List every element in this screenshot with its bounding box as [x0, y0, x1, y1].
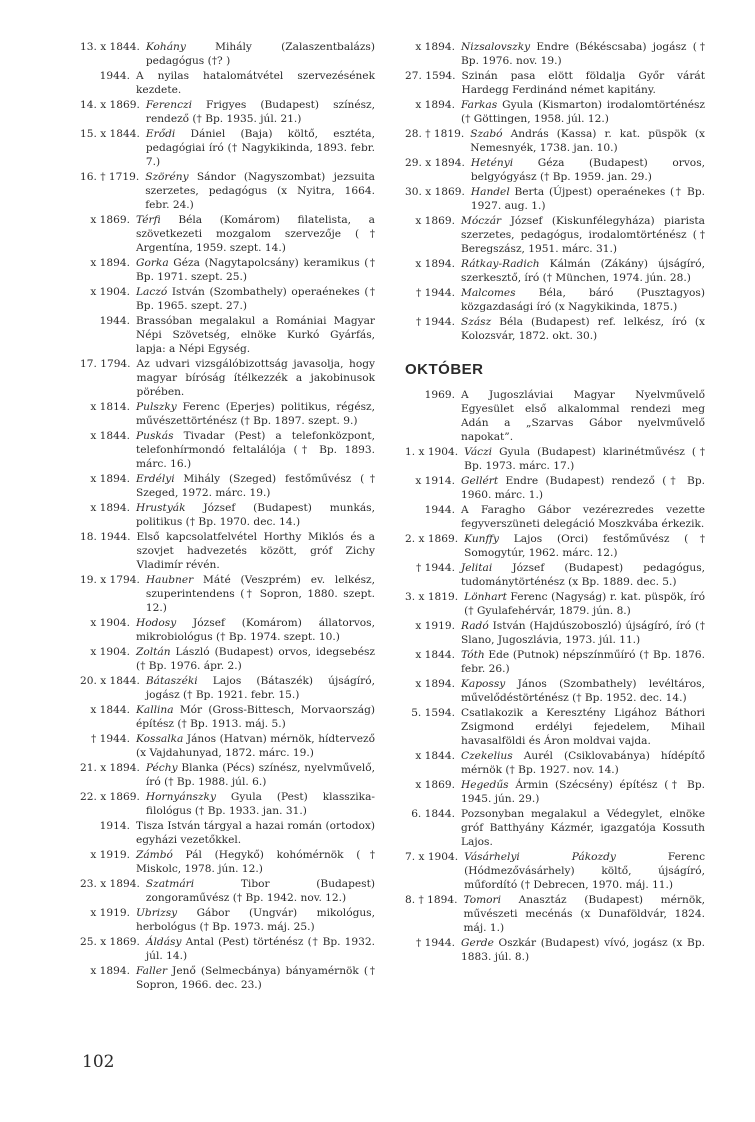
entry-name: Puskás — [136, 430, 174, 442]
entry-description: Ferenc (Hódmezővásárhely) költő, újságíró, műfordító († Debrecen, 1970. máj. 11.) — [464, 851, 705, 891]
entry-date: † 1944. — [416, 562, 455, 574]
entry-text — [136, 314, 375, 356]
calendar-entry — [405, 127, 705, 155]
entry-description: Első kapcsolatfelvétel Horthy Miklós és a szovjet hadvezetés között, gróf Zichy Vladimír révén. — [136, 531, 375, 571]
entry-text — [136, 256, 375, 284]
entry-description: Béla (Komárom) filatelista, a szövetkezeti mozgalom szervezője († Argentína, 1959. szept. 14.) — [136, 214, 375, 254]
entry-name: Zoltán — [136, 646, 171, 658]
entry-name: Radó — [461, 620, 489, 632]
entry-text — [136, 285, 375, 313]
entry-name: Kapossy — [461, 678, 506, 690]
entry-text — [137, 357, 375, 399]
entry-date: † 1944. — [416, 287, 455, 299]
right-column-entries-september — [405, 40, 705, 343]
entry-text — [464, 445, 705, 473]
calendar-entry — [80, 40, 375, 68]
entry-name: Zámbó — [136, 849, 173, 861]
entry-description: Géza (Budapest) orvos, belgyógyász († Bp. 1959. jan. 29.) — [470, 157, 705, 183]
entry-description: László (Budapest) orvos, idegsebész († Bp. 1976. ápr. 2.) — [136, 646, 375, 672]
entry-description: Csatlakozik a Keresztény Ligához Báthori Zsigmond erdélyi fejedelem, Mihail havasalföldi és Áron moldvai vajda. — [461, 707, 705, 747]
entry-date: x 1919. — [90, 907, 130, 919]
entry-text — [146, 573, 375, 615]
calendar-entry — [405, 388, 705, 444]
calendar-entry — [405, 474, 705, 502]
entry-text — [461, 388, 705, 444]
entry-name: Áldásy — [145, 936, 182, 948]
entry-text — [461, 706, 705, 748]
entry-text — [464, 590, 705, 618]
calendar-entry — [405, 315, 705, 343]
entry-description: Anasztáz (Budapest) mérnök, művészeti mecénás (x Dunaföldvár, 1824. máj. 1.) — [463, 894, 705, 934]
calendar-entry — [80, 645, 375, 673]
entry-description: Endre (Budapest) rendező († Bp. 1960. márc. 1.) — [461, 475, 705, 501]
entry-text — [462, 69, 705, 97]
entry-text — [136, 472, 375, 500]
entry-description: Pozsonyban megalakul a Védegylet, elnöke gróf Batthyány Kázmér, igazgatója Kossuth Lajos. — [461, 808, 705, 848]
entry-description: Tibor (Budapest) zongoraművész († Bp. 1942. nov. 12.) — [145, 878, 375, 904]
entry-name: Erődi — [145, 128, 176, 140]
entry-name: Térfi — [136, 214, 161, 226]
entry-description: Berta (Újpest) operaénekes († Bp. 1927. aug. 1.) — [470, 186, 705, 212]
entry-text — [146, 761, 375, 789]
entry-text — [136, 616, 375, 644]
calendar-entry — [80, 256, 375, 284]
entry-text — [461, 40, 705, 68]
entry-description: Ferenc (Nagyság) r. kat. püspök, író († Gyulafehérvár, 1879. jún. 8.) — [464, 591, 705, 617]
entry-date: † 1944. — [416, 316, 455, 328]
entry-date: 1944. — [99, 315, 130, 327]
entry-date: 23. x 1894. — [80, 878, 140, 890]
entry-date: x 1844. — [90, 704, 130, 716]
calendar-entry — [80, 69, 375, 97]
entry-date: 25. x 1869. — [80, 936, 140, 948]
calendar-entry — [80, 616, 375, 644]
calendar-entry — [80, 285, 375, 313]
entry-description: Ferenc (Eperjes) politikus, régész, művészettörténész († Bp. 1897. szept. 9.) — [136, 401, 375, 427]
entry-text — [461, 807, 705, 849]
entry-name: Szatmári — [145, 878, 195, 890]
entry-text — [136, 69, 375, 97]
entry-description: Mihály (Zalaszentbalázs) pedagógus (†? ) — [145, 41, 375, 67]
entry-date: 19. x 1794. — [80, 574, 140, 586]
entry-text — [471, 156, 705, 184]
calendar-entry — [80, 674, 375, 702]
entry-date: 6. 1844. — [411, 808, 455, 820]
entry-text — [461, 619, 705, 647]
entry-text — [146, 877, 375, 905]
entry-date: x 1869. — [415, 215, 455, 227]
entry-name: Kallina — [136, 704, 174, 716]
entry-name: Gellért — [461, 475, 499, 487]
right-column-entries-october — [405, 388, 705, 964]
entry-name: Hornyánszky — [145, 791, 216, 803]
entry-date: 2. x 1869. — [405, 533, 459, 545]
entry-name: Tóth — [461, 649, 485, 661]
entry-date: x 1894. — [90, 502, 130, 514]
entry-text — [470, 127, 705, 155]
calendar-entry — [405, 40, 705, 68]
entry-name: Faller — [136, 965, 168, 977]
entry-description: Gyula (Kismarton) irodalomtörténész († Göttingen, 1958. júl. 12.) — [461, 99, 705, 125]
entry-name: Vásárhelyi Pákozdy — [464, 851, 616, 863]
entry-date: x 1919. — [90, 849, 130, 861]
calendar-entry — [405, 286, 705, 314]
entry-date: x 1904. — [90, 286, 130, 298]
calendar-entry — [80, 906, 375, 934]
calendar-entry — [80, 761, 375, 789]
entry-text — [461, 315, 705, 343]
entry-date: x 1914. — [415, 475, 455, 487]
calendar-entry — [80, 790, 375, 818]
entry-name: Ubrizsy — [136, 907, 178, 919]
entry-date: 16. † 1719. — [80, 171, 140, 183]
entry-name: Gerde — [461, 937, 494, 949]
calendar-entry — [80, 400, 375, 428]
entry-text — [461, 286, 705, 314]
entry-description: Blanka (Pécs) színész, nyelvművelő, író († Bp. 1988. júl. 6.) — [145, 762, 375, 788]
left-column — [80, 40, 375, 993]
entry-date: 13. x 1844. — [80, 41, 140, 53]
calendar-entry — [80, 877, 375, 905]
entry-date: x 1844. — [415, 750, 455, 762]
calendar-entry — [405, 648, 705, 676]
entry-name: Czekelius — [461, 750, 513, 762]
entry-text — [461, 98, 705, 126]
entry-date: 1969. — [424, 389, 455, 401]
entry-date: x 1894. — [90, 965, 130, 977]
entry-description: Frigyes (Budapest) színész, rendező († Bp. 1935. júl. 21.) — [145, 99, 375, 125]
entry-name: Hrustyák — [136, 502, 186, 514]
entry-text — [136, 819, 375, 847]
calendar-entry — [405, 185, 705, 213]
calendar-entry — [405, 532, 705, 560]
entry-name: Handel — [470, 186, 510, 198]
entry-name: Móczár — [461, 215, 502, 227]
entry-date: 17. 1794. — [80, 358, 131, 370]
calendar-entry — [80, 127, 375, 169]
entry-name: Szabó — [470, 128, 503, 140]
entry-name: Péchy — [145, 762, 178, 774]
calendar-entry — [405, 257, 705, 285]
entry-name: Erdélyi — [136, 473, 175, 485]
entry-name: Ferenczi — [145, 99, 192, 111]
entry-text — [136, 964, 375, 992]
entry-name: Szörény — [145, 171, 189, 183]
entry-text — [136, 848, 375, 876]
entry-description: Lajos (Bátaszék) újságíró, jogász († Bp. 1921. febr. 15.) — [145, 675, 375, 701]
entry-date: 3. x 1819. — [405, 591, 459, 603]
entry-date: † 1944. — [416, 937, 455, 949]
calendar-entry — [405, 706, 705, 748]
entry-name: Szász — [461, 316, 492, 328]
entry-text — [461, 778, 705, 806]
calendar-entry — [405, 749, 705, 777]
entry-description: István (Szombathely) operaénekes († Bp. 1965. szept. 27.) — [136, 286, 375, 312]
calendar-entry — [80, 357, 375, 399]
entry-name: Nizsalovszky — [461, 41, 531, 53]
calendar-entry — [405, 98, 705, 126]
entry-name: Haubner — [145, 574, 194, 586]
calendar-entry — [80, 703, 375, 731]
entry-text — [463, 893, 705, 935]
entry-text — [136, 645, 375, 673]
entry-date: x 1844. — [90, 430, 130, 442]
entry-date: x 1894. — [415, 678, 455, 690]
month-heading: OKTÓBER — [405, 361, 484, 378]
entry-text — [136, 732, 375, 760]
right-column — [405, 40, 705, 965]
entry-text — [146, 935, 375, 963]
entry-description: József (Budapest) munkás, politikus († Bp. 1970. dec. 14.) — [136, 502, 375, 528]
entry-text — [461, 474, 705, 502]
entry-description: Endre (Békéscsaba) jogász († Bp. 1976. nov. 19.) — [461, 41, 705, 67]
calendar-entry — [80, 170, 375, 212]
calendar-entry — [405, 893, 705, 935]
entry-description: A nyilas hatalomátvétel szervezésének kezdete. — [136, 70, 375, 96]
calendar-entry — [405, 214, 705, 256]
entry-date: x 1894. — [415, 41, 455, 53]
calendar-entry — [405, 850, 705, 892]
entry-name: Jelitai — [461, 562, 493, 574]
entry-text — [146, 40, 375, 68]
entry-description: Tivadar (Pest) a telefonközpont, telefonhírmondó feltalálója († Bp. 1893. márc. 16.) — [136, 430, 375, 470]
entry-description: A Jugoszláviai Magyar Nyelvművelő Egyesület első alkalommal rendezi meg Adán a „Szarvas Gábor nyelvművelő napokat”. — [461, 389, 705, 443]
entry-text — [461, 214, 705, 256]
entry-date: 1914. — [99, 820, 130, 832]
entry-description: Béla, báró (Pusztagyos) közgazdasági író (x Nagykikinda, 1875.) — [461, 287, 705, 313]
entry-date: x 1894. — [90, 473, 130, 485]
entry-description: Brassóban megalakul a Romániai Magyar Népi Szövetség, elnöke Kurkó Gyárfás, lapja: a Népi Egység. — [136, 315, 375, 355]
entry-date: x 1869. — [90, 214, 130, 226]
entry-description: Mihály (Szeged) festőművész († Szeged, 1972. márc. 19.) — [136, 473, 375, 499]
entry-name: Váczi — [464, 446, 493, 458]
entry-description: Gábor (Ungvár) mikológus, herbológus († Bp. 1973. máj. 25.) — [136, 907, 375, 933]
calendar-entry — [80, 213, 375, 255]
calendar-entry — [405, 807, 705, 849]
entry-date: 22. x 1869. — [80, 791, 140, 803]
calendar-entry — [405, 936, 705, 964]
entry-date: x 1844. — [415, 649, 455, 661]
calendar-entry — [80, 429, 375, 471]
entry-text — [145, 170, 375, 212]
entry-text — [461, 677, 705, 705]
calendar-entry — [405, 778, 705, 806]
calendar-entry — [405, 590, 705, 618]
entry-date: 18. 1944. — [80, 531, 131, 543]
entry-text — [471, 185, 705, 213]
entry-text — [461, 503, 705, 531]
entry-text — [136, 703, 375, 731]
calendar-entry — [80, 964, 375, 992]
calendar-entry — [405, 677, 705, 705]
entry-text — [137, 530, 375, 572]
entry-description: Sándor (Nagyszombat) jezsuita szerzetes, pedagógus (x Nyitra, 1664. febr. 24.) — [145, 171, 375, 211]
entry-text — [146, 790, 375, 818]
entry-description: Pál (Hegykő) kohómérnök († Miskolc, 1978. jún. 12.) — [136, 849, 375, 875]
entry-description: József (Kiskunfélegyháza) piarista szerzetes, pedagógus, irodalomtörténész († Beregszász, 1951. márc. 31.) — [461, 215, 705, 255]
entry-name: Hegedűs — [461, 779, 509, 791]
entry-date: x 1904. — [90, 646, 130, 658]
entry-name: Laczó — [136, 286, 168, 298]
entry-description: Szinán pasa elött földalja Győr várát Hardegg Ferdinánd német kapitány. — [461, 70, 705, 96]
entry-description: A Faragho Gábor vezérezredes vezette fegyverszüneti delegáció Moszkvába érkezik. — [461, 504, 705, 530]
entry-date: x 1869. — [415, 779, 455, 791]
calendar-entry — [405, 69, 705, 97]
entry-date: † 1944. — [91, 733, 130, 745]
calendar-entry — [405, 156, 705, 184]
entry-text — [146, 127, 375, 169]
calendar-entry — [405, 503, 705, 531]
entry-date: 28. † 1819. — [405, 128, 465, 140]
calendar-entry — [80, 501, 375, 529]
entry-name: Rátkay-Radich — [461, 258, 540, 270]
entry-date: x 1904. — [90, 617, 130, 629]
entry-description: Dániel (Baja) költő, esztéta, pedagógiai író († Nagykikinda, 1893. febr. 7.) — [145, 128, 375, 168]
entry-text — [461, 749, 705, 777]
entry-name: Kunffy — [464, 533, 499, 545]
entry-name: Hetényi — [470, 157, 514, 169]
entry-description: Ede (Putnok) népszínműíró († Bp. 1876. febr. 26.) — [461, 649, 705, 675]
entry-date: 8. † 1894. — [405, 894, 458, 906]
calendar-entry — [80, 472, 375, 500]
entry-name: Farkas — [461, 99, 498, 111]
entry-text — [464, 850, 705, 892]
entry-text — [461, 257, 705, 285]
calendar-entry — [80, 819, 375, 847]
entry-text — [136, 501, 375, 529]
page-number: 102 — [82, 1052, 115, 1072]
entry-date: x 1919. — [415, 620, 455, 632]
entry-description: József (Budapest) pedagógus, tudománytörténész (x Bp. 1889. dec. 5.) — [461, 562, 705, 588]
entry-date: 21. x 1894. — [80, 762, 140, 774]
entry-description: János (Szombathely) levéltáros, művelődéstörténész († Bp. 1952. dec. 14.) — [461, 678, 705, 704]
calendar-entry — [80, 848, 375, 876]
entry-description: József (Komárom) állatorvos, mikrobiológus († Bp. 1974. szept. 10.) — [136, 617, 375, 643]
entry-text — [136, 429, 375, 471]
entry-text — [464, 532, 705, 560]
entry-description: Ármin (Szécsény) építész († Bp. 1945. jún. 29.) — [461, 779, 705, 805]
entry-name: Tomori — [463, 894, 501, 906]
calendar-entry — [80, 314, 375, 356]
entry-text — [136, 906, 375, 934]
calendar-entry — [80, 530, 375, 572]
entry-name: Bátaszéki — [145, 675, 198, 687]
entry-description: Tisza István tárgyal a hazai román (ortodox) egyházi vezetőkkel. — [136, 820, 375, 846]
entry-date: 14. x 1869. — [80, 99, 140, 111]
entry-description: Antal (Pest) történész († Bp. 1932. júl. 14.) — [145, 936, 375, 962]
entry-description: Aurél (Csiklovabánya) hídépítő mérnök († Bp. 1927. nov. 14.) — [461, 750, 705, 776]
entry-text — [461, 648, 705, 676]
entry-date: 20. x 1844. — [80, 675, 140, 687]
entry-text — [136, 400, 375, 428]
entry-description: Oszkár (Budapest) vívó, jogász (x Bp. 1883. júl. 8.) — [461, 937, 705, 963]
calendar-entry — [405, 561, 705, 589]
entry-description: Jenő (Selmecbánya) bányamérnök († Sopron, 1966. dec. 23.) — [136, 965, 375, 991]
entry-date: x 1814. — [90, 401, 130, 413]
calendar-entry — [80, 935, 375, 963]
entry-date: 1. x 1904. — [405, 446, 459, 458]
entry-description: Lajos (Orci) festőművész († Somogytúr, 1962. márc. 12.) — [464, 533, 705, 559]
entry-description: István (Hajdúszoboszló) újságíró, író († Slano, Jugoszlávia, 1973. júl. 11.) — [461, 620, 705, 646]
entry-date: x 1894. — [90, 257, 130, 269]
entry-text — [146, 674, 375, 702]
entry-date: 15. x 1844. — [80, 128, 140, 140]
entry-description: Kálmán (Zákány) újságíró, szerkesztő, író († München, 1974. jún. 28.) — [461, 258, 705, 284]
entry-date: 1944. — [424, 504, 455, 516]
entry-description: Máté (Veszprém) ev. lelkész, szuperintendens († Sopron, 1880. szept. 12.) — [145, 574, 375, 614]
entry-description: Gyula (Budapest) klarinétművész († Bp. 1973. márc. 17.) — [464, 446, 705, 472]
entry-description: Mór (Gross-Bittesch, Morvaország) építész († Bp. 1913. máj. 5.) — [136, 704, 375, 730]
entry-name: Lönhart — [464, 591, 507, 603]
entry-date: 5. 1594. — [411, 707, 455, 719]
entry-date: 30. x 1869. — [405, 186, 465, 198]
entry-name: Kossalka — [136, 733, 184, 745]
entry-description: János (Hatvan) mérnök, hídtervező (x Vajdahunyad, 1872. márc. 19.) — [136, 733, 375, 759]
entry-name: Pulszky — [136, 401, 177, 413]
entry-description: András (Kassa) r. kat. püspök (x Nemesnyék, 1738. jan. 10.) — [470, 128, 705, 154]
entry-description: Béla (Budapest) ref. lelkész, író (x Kolozsvár, 1872. okt. 30.) — [461, 316, 705, 342]
entry-name: Gorka — [136, 257, 169, 269]
calendar-entry — [80, 732, 375, 760]
entry-text — [146, 98, 375, 126]
calendar-entry — [405, 445, 705, 473]
calendar-entry — [80, 98, 375, 126]
entry-description: Géza (Nagytapolcsány) keramikus († Bp. 1971. szept. 25.) — [136, 257, 375, 283]
entry-date: x 1894. — [415, 99, 455, 111]
entry-date: 29. x 1894. — [405, 157, 465, 169]
entry-text — [136, 213, 375, 255]
entry-name: Malcomes — [461, 287, 516, 299]
entry-name: Hodosy — [136, 617, 177, 629]
entry-date: 27. 1594. — [405, 70, 456, 82]
entry-name: Kohány — [145, 41, 186, 53]
calendar-entry — [80, 573, 375, 615]
entry-description: Az udvari vizsgálóbizottság javasolja, hogy magyar bíróság ítélkezzék a jakobinusok pörében. — [136, 358, 375, 398]
entry-date: 7. x 1904. — [405, 851, 459, 863]
entry-text — [461, 936, 705, 964]
entry-date: x 1894. — [415, 258, 455, 270]
entry-text — [461, 561, 705, 589]
entry-description: Gyula (Pest) klasszika-filológus († Bp. 1933. jan. 31.) — [145, 791, 375, 817]
entry-date: 1944. — [99, 70, 130, 82]
calendar-entry — [405, 619, 705, 647]
